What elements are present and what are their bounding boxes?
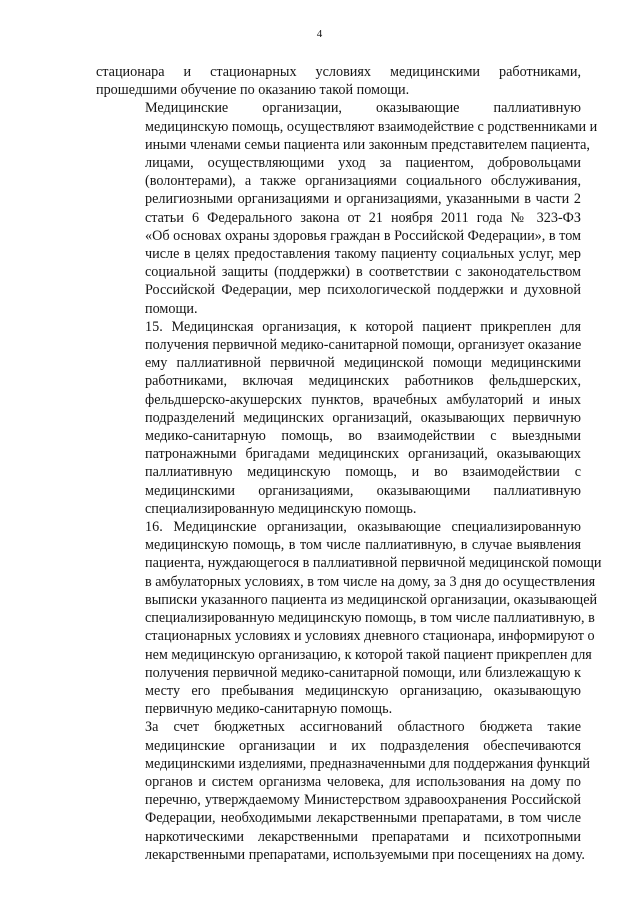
text-line: пациента, нуждающегося в паллиативной первичной медицинской помощи bbox=[145, 555, 602, 572]
paragraph bbox=[96, 63, 581, 99]
text-line: прошедшими обучение по оказанию такой помощи. bbox=[96, 82, 410, 99]
text-line: религиозными организациями и организациями, указанными в части 2 bbox=[145, 191, 581, 208]
paragraph bbox=[96, 318, 581, 518]
text-line: паллиативную медицинскую помощь, и во взаимодействии с bbox=[145, 464, 581, 481]
text-line: медико-санитарную помощь, во взаимодействии с выездными bbox=[145, 428, 581, 445]
text-line: социальной защиты (поддержки) в соответствии с законодательством bbox=[145, 264, 581, 281]
text-line: ему паллиативной первичной медицинской помощи медицинскими bbox=[145, 355, 581, 372]
text-line: подразделений медицинских организаций, оказывающих первичную bbox=[145, 409, 581, 426]
text-line: получения первичной медико-санитарной помощи, организует оказание bbox=[145, 337, 582, 354]
text-line: иными членами семьи пациента или законным представителем пациента, bbox=[145, 136, 590, 153]
text-line: Российской Федерации, мер психологической поддержки и духовной bbox=[145, 282, 581, 299]
text-line: статьи 6 Федерального закона от 21 ноября 2011 года № 323-ФЗ bbox=[145, 209, 581, 226]
text-line: 16. Медицинские организации, оказывающие специализированную bbox=[145, 519, 581, 536]
document-body bbox=[96, 63, 602, 864]
text-line: медицинскую помощь, в том числе паллиативную, в случае выявления bbox=[145, 537, 581, 554]
text-line: стационарных условиях и условиях дневного стационара, информируют о bbox=[145, 628, 595, 645]
page-number: 4 bbox=[316, 28, 323, 40]
text-line: лицами, осуществляющими уход за пациентом, добровольцами bbox=[145, 155, 581, 172]
text-line: лекарственными препаратами, используемыми при посещениях на дому. bbox=[145, 846, 585, 863]
text-line: За счет бюджетных ассигнований областного бюджета такие bbox=[145, 719, 581, 736]
paragraph bbox=[96, 99, 598, 317]
text-line: Федерации, необходимыми лекарственными препаратами, в том числе bbox=[145, 810, 581, 827]
paragraph bbox=[96, 518, 602, 718]
text-line: медицинскими организациями, оказывающими паллиативную bbox=[145, 482, 581, 499]
text-line: получения первичной медико-санитарной помощи, или близлежащую к bbox=[145, 664, 581, 681]
text-line: Медицинские организации, оказывающие паллиативную bbox=[145, 100, 581, 117]
text-line: месту его пребывания медицинскую организацию, оказывающую bbox=[145, 682, 581, 699]
text-line: перечню, утверждаемому Министерством здравоохранения Российской bbox=[145, 792, 581, 809]
text-line: медицинскую помощь, осуществляют взаимодействие с родственниками и bbox=[145, 118, 598, 135]
text-line: первичную медико-санитарную помощь. bbox=[145, 701, 393, 718]
text-line: специализированную медицинскую помощь. bbox=[145, 500, 417, 517]
paragraph bbox=[96, 718, 591, 864]
text-line: в амбулаторных условиях, в том числе на дому, за 3 дня до осуществления bbox=[145, 573, 596, 590]
text-line: числе в целях предоставления такому пациенту социальных услуг, мер bbox=[145, 246, 581, 263]
text-line: органов и систем организма человека, для использования на дому по bbox=[145, 773, 581, 790]
text-line: наркотическими лекарственными препаратами и психотропными bbox=[145, 828, 581, 845]
text-line: нем медицинскую организацию, к которой такой пациент прикреплен для bbox=[145, 646, 592, 663]
text-line: специализированную медицинскую помощь, в том числе паллиативную, в bbox=[145, 610, 595, 627]
text-line: помощи. bbox=[145, 300, 198, 317]
text-line: «Об основах охраны здоровья граждан в Российской Федерации», в том bbox=[145, 227, 581, 244]
text-line: фельдшерско-акушерских пунктов, врачебных амбулаторий и иных bbox=[145, 391, 581, 408]
text-line: стационара и стационарных условиях медицинскими работниками, bbox=[96, 64, 581, 80]
text-line: медицинскими изделиями, предназначенными для поддержания функций bbox=[145, 755, 591, 772]
text-line: 15. Медицинская организация, к которой пациент прикреплен для bbox=[145, 318, 581, 335]
text-line: медицинские организации и их подразделения обеспечиваются bbox=[145, 737, 581, 754]
text-line: выписки указанного пациента из медицинской организации, оказывающей bbox=[145, 591, 598, 608]
text-line: (волонтерами), а также организациями социального обслуживания, bbox=[145, 173, 581, 190]
text-line: работниками, включая медицинских работников фельдшерских, bbox=[145, 373, 581, 390]
text-line: патронажными бригадами медицинских организаций, оказывающих bbox=[145, 446, 581, 463]
